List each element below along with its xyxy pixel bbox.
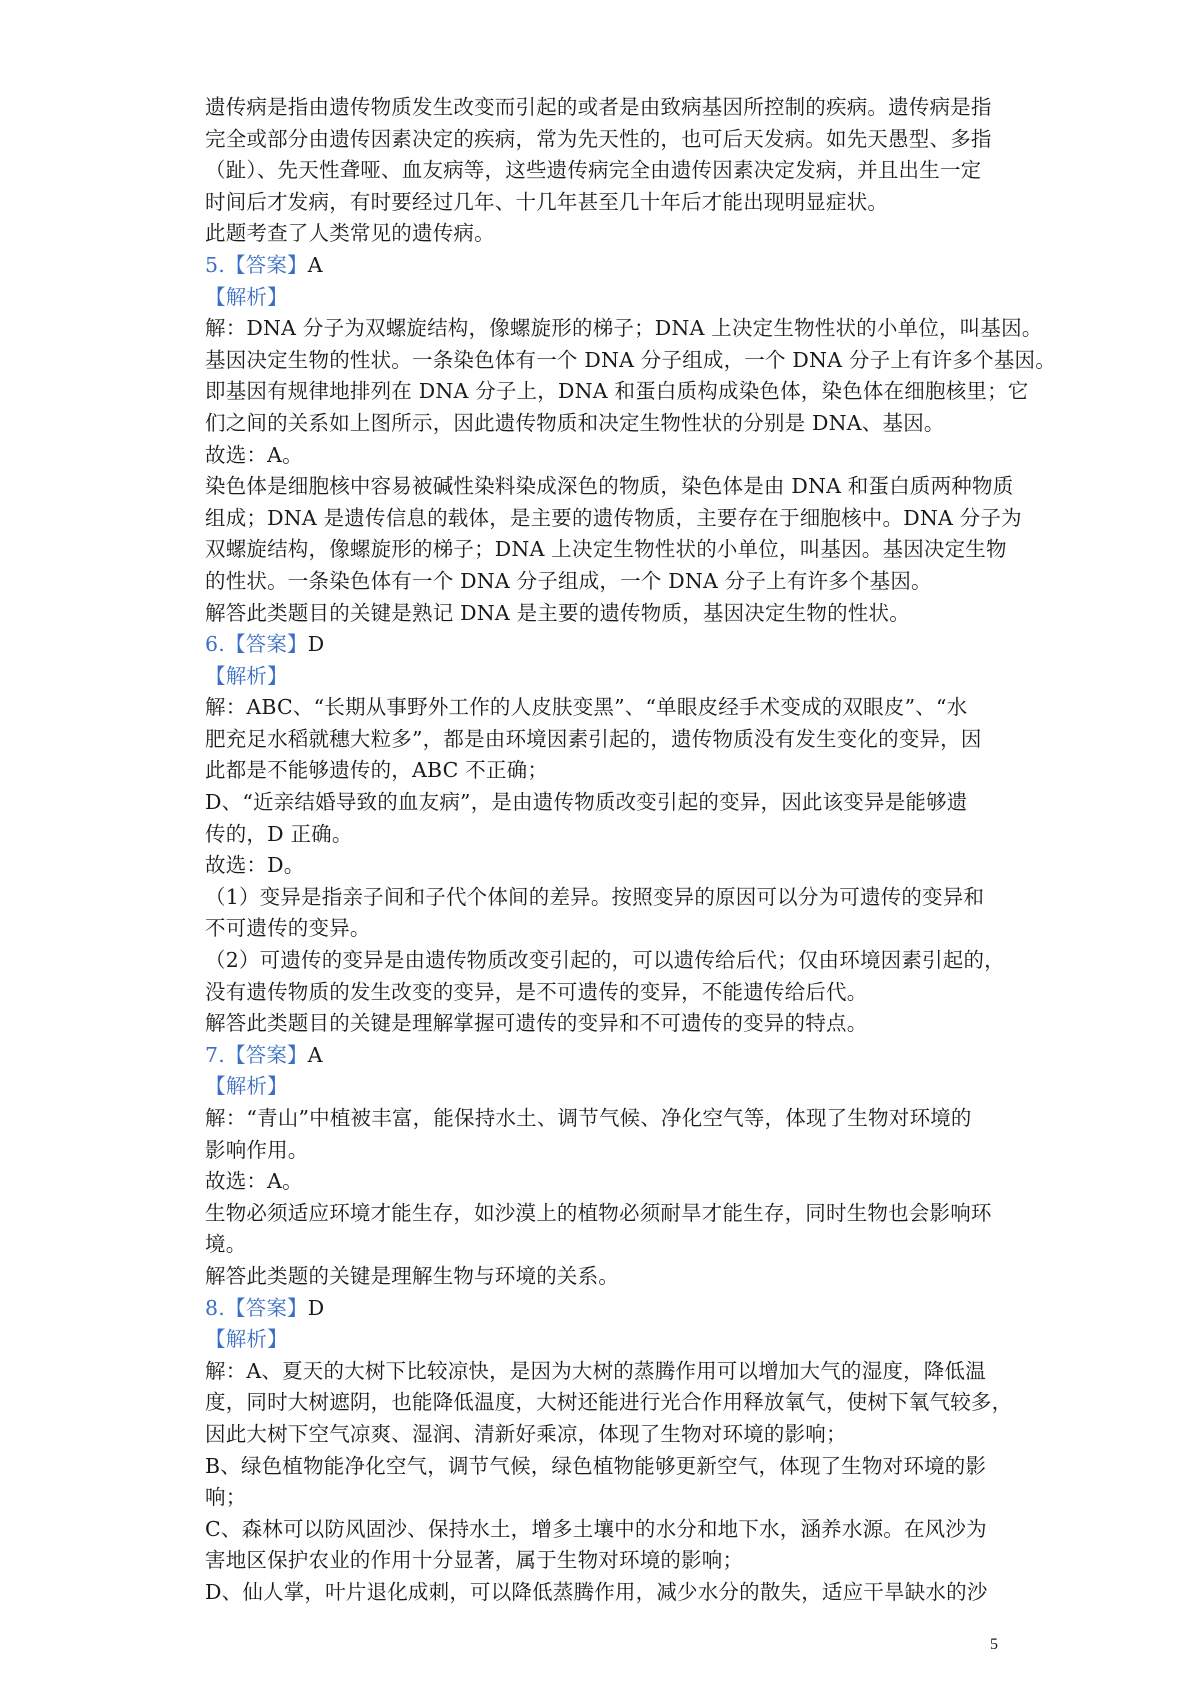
text-line xyxy=(205,1419,1005,1451)
line-text: 生物必须适应环境才能生存，如沙漠上的植物必须耐旱才能生存，同时生物也会影响环 xyxy=(205,1200,992,1225)
section-label: 5.【答案】 xyxy=(205,252,308,277)
line-text: 双螺旋结构，像螺旋形的梯子；DNA 上决定生物性状的小单位，叫基因。基因决定生物 xyxy=(205,537,1007,562)
line-text: 没有遗传物质的发生改变的变异，是不可遗传的变异，不能遗传给后代。 xyxy=(205,979,868,1004)
line-text: 因此大树下空气凉爽、湿润、清新好乘凉，体现了生物对环境的影响； xyxy=(205,1421,847,1446)
line-text: 影响作用。 xyxy=(205,1137,309,1162)
section-label: 【解析】 xyxy=(205,663,288,688)
line-text: 染色体是细胞核中容易被碱性染料染成深色的物质，染色体是由 DNA 和蛋白质两种物质 xyxy=(205,474,1014,499)
answer-heading-line xyxy=(205,1293,1005,1325)
line-text: 害地区保护农业的作用十分显著，属于生物对环境的影响； xyxy=(205,1548,744,1573)
section-label: 8.【答案】 xyxy=(205,1295,308,1320)
line-text: 境。 xyxy=(205,1232,247,1257)
line-text: A xyxy=(307,252,323,277)
line-text: 故选：D。 xyxy=(205,853,305,878)
section-label: 6.【答案】 xyxy=(205,632,308,657)
text-line xyxy=(205,187,1005,219)
text-line xyxy=(205,819,1005,851)
text-line xyxy=(205,92,1005,124)
text-line xyxy=(205,724,1005,756)
text-line xyxy=(205,1229,1005,1261)
text-line xyxy=(205,850,1005,882)
line-text: 解答此类题目的关键是理解掌握可遗传的变异和不可遗传的变异的特点。 xyxy=(205,1011,868,1036)
line-text: 的性状。一条染色体有一个 DNA 分子组成，一个 DNA 分子上有许多个基因。 xyxy=(205,568,932,593)
text-line xyxy=(205,1135,1005,1167)
line-text: D xyxy=(307,1295,325,1320)
text-line xyxy=(205,1008,1005,1040)
text-line xyxy=(205,1198,1005,1230)
answer-heading-line xyxy=(205,1324,1005,1356)
line-text: D、“近亲结婚导致的血友病”，是由遗传物质改变引起的变异，因此该变异是能够遗 xyxy=(205,790,968,815)
text-line xyxy=(205,913,1005,945)
line-text: 肥充足水稻就穗大粒多”，都是由环境因素引起的，遗传物质没有发生变化的变异，因 xyxy=(205,726,982,751)
text-line xyxy=(205,313,1043,345)
text-line xyxy=(205,566,1005,598)
line-text: 遗传病是指由遗传物质发生改变而引起的或者是由致病基因所控制的疾病。遗传病是指 xyxy=(205,95,992,119)
text-line xyxy=(205,1356,1005,1388)
line-text: 度，同时大树遮阴，也能降低温度，大树还能进行光合作用释放氧气，使树下氧气较多， xyxy=(205,1390,1013,1415)
text-line xyxy=(205,218,1005,250)
text-line xyxy=(205,345,1056,377)
text-line xyxy=(205,1261,1005,1293)
line-text: 此都是不能够遗传的，ABC 不正确； xyxy=(205,758,549,783)
text-line xyxy=(205,1514,1005,1546)
line-text: D xyxy=(307,632,325,657)
answer-heading-line xyxy=(205,629,1005,661)
line-text: 解：DNA 分子为双螺旋结构，像螺旋形的梯子；DNA 上决定生物性状的小单位，叫基因。 xyxy=(205,316,1043,341)
text-line xyxy=(205,1103,1005,1135)
line-text: 故选：A。 xyxy=(205,442,303,467)
section-label: 7.【答案】 xyxy=(205,1042,308,1067)
answer-heading-line xyxy=(205,250,1005,282)
text-line xyxy=(205,1482,1005,1514)
line-text: （趾）、先天性聋哑、血友病等，这些遗传病完全由遗传因素决定发病，并且出生一定 xyxy=(205,158,982,183)
line-text: 解：ABC、“长期从事野外工作的人皮肤变黑”、“单眼皮经手术变成的双眼皮”、“水 xyxy=(205,695,968,720)
section-label: 【解析】 xyxy=(205,1327,288,1352)
text-line xyxy=(205,376,1029,408)
text-line xyxy=(205,692,1005,724)
line-text: 故选：A。 xyxy=(205,1169,303,1194)
section-label: 【解析】 xyxy=(205,284,288,309)
line-text: 解答此类题的关键是理解生物与环境的关系。 xyxy=(205,1263,619,1288)
line-text: A xyxy=(307,1042,323,1067)
answer-heading-line xyxy=(205,282,1005,314)
line-text: 即基因有规律地排列在 DNA 分子上，DNA 和蛋白质构成染色体，染色体在细胞核里；它 xyxy=(205,379,1029,404)
text-line xyxy=(205,471,1014,503)
line-text: 响； xyxy=(205,1485,247,1510)
line-text: 完全或部分由遗传因素决定的疾病，常为先天性的，也可后天发病。如先天愚型、多指 xyxy=(205,126,992,151)
page-number: 5 xyxy=(990,1636,998,1653)
answer-heading-line xyxy=(205,1071,1005,1103)
line-text: （2）可遗传的变异是由遗传物质改变引起的，可以遗传给后代；仅由环境因素引起的， xyxy=(205,948,1005,973)
line-text: C、森林可以防风固沙、保持水土，增多土壤中的水分和地下水，涵养水源。在风沙为 xyxy=(205,1516,987,1541)
line-text: 基因决定生物的性状。一条染色体有一个 DNA 分子组成，一个 DNA 分子上有许多个基因。 xyxy=(205,347,1056,372)
text-line xyxy=(205,440,1005,472)
text-line xyxy=(205,155,1005,187)
answer-heading-line xyxy=(205,661,1005,693)
text-line xyxy=(205,787,1005,819)
line-text: 时间后才发病，有时要经过几年、十几年甚至几十年后才能出现明显症状。 xyxy=(205,189,889,214)
text-line xyxy=(205,598,1005,630)
line-text: D、仙人掌，叶片退化成刺，可以降低蒸腾作用，减少水分的散失，适应干旱缺水的沙 xyxy=(205,1579,988,1604)
text-line xyxy=(205,124,1005,156)
text-line xyxy=(205,1545,1005,1577)
section-label: 【解析】 xyxy=(205,1074,288,1099)
line-text: 们之间的关系如上图所示，因此遗传物质和决定生物性状的分别是 DNA、基因。 xyxy=(205,410,945,435)
text-line xyxy=(205,503,1022,535)
text-line xyxy=(205,945,1005,977)
text-line xyxy=(205,755,1005,787)
text-line xyxy=(205,1451,1005,1483)
line-text: 此题考查了人类常见的遗传病。 xyxy=(205,221,495,246)
line-text: （1）变异是指亲子间和子代个体间的差异。按照变异的原因可以分为可遗传的变异和 xyxy=(205,884,985,909)
document-body xyxy=(205,92,1056,1609)
text-line xyxy=(205,882,1005,914)
answer-heading-line xyxy=(205,1040,1005,1072)
line-text: 解：“青山”中植被丰富，能保持水土、调节气候、净化空气等，体现了生物对环境的 xyxy=(205,1106,972,1130)
text-line xyxy=(205,977,1005,1009)
text-line xyxy=(205,534,1005,566)
line-text: 组成；DNA 是遗传信息的载体，是主要的遗传物质，主要存在于细胞核中。DNA 分子为 xyxy=(205,505,1022,530)
line-text: 传的，D 正确。 xyxy=(205,821,353,846)
text-line xyxy=(205,1387,1013,1419)
line-text: 解答此类题目的关键是熟记 DNA 是主要的遗传物质，基因决定生物的性状。 xyxy=(205,600,910,625)
text-line xyxy=(205,1577,1005,1609)
text-line xyxy=(205,1166,1005,1198)
text-line xyxy=(205,408,1005,440)
line-text: B、绿色植物能净化空气，调节气候，绿色植物能够更新空气，体现了生物对环境的影 xyxy=(205,1453,987,1478)
line-text: 解：A、夏天的大树下比较凉快，是因为大树的蒸腾作用可以增加大气的湿度，降低温 xyxy=(205,1358,986,1383)
line-text: 不可遗传的变异。 xyxy=(205,916,371,941)
